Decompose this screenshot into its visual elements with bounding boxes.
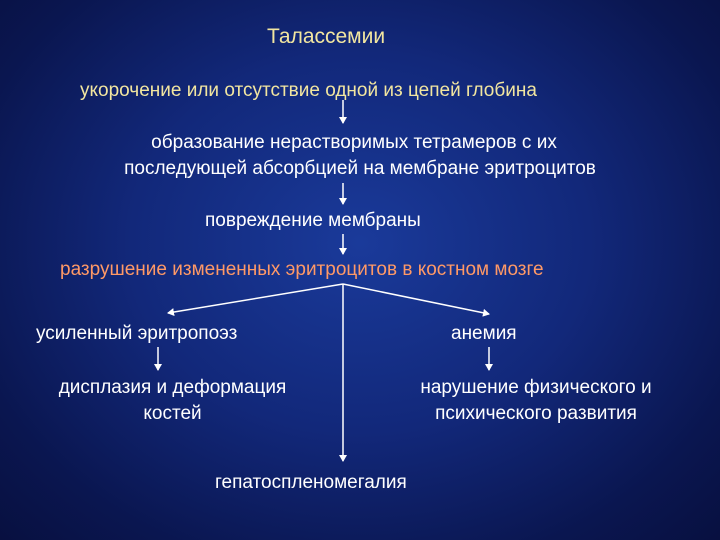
right-branch-anemia: анемия	[451, 323, 517, 344]
left-branch-bone-dysplasia-line2: костей	[143, 403, 202, 424]
left-branch-erythropoiesis: усиленный эритропоэз	[36, 323, 238, 344]
right-branch-development-disorder-line2: психического развития	[435, 403, 637, 424]
arrow-s4-to-right	[343, 284, 489, 314]
slide-title: Талассемии	[267, 25, 386, 48]
right-branch-development-disorder-line1: нарушение физического и	[420, 377, 652, 398]
step-tetramer-formation-line2: последующей абсорбцией на мембране эритроцитов	[124, 158, 596, 179]
step-chain-shortening: укорочение или отсутствие одной из цепей глобина	[80, 80, 537, 101]
left-branch-bone-dysplasia-line1: дисплазия и деформация	[58, 377, 287, 398]
step-membrane-damage: повреждение мембраны	[205, 210, 421, 231]
center-hepatosplenomegaly: гепатоспленомегалия	[215, 472, 407, 493]
step-erythrocyte-destruction: разрушение измененных эритроцитов в костном мозге	[60, 259, 544, 280]
step-tetramer-formation-line1: образование нерастворимых тетрамеров с их	[151, 132, 557, 153]
arrow-s4-to-left	[168, 284, 343, 313]
